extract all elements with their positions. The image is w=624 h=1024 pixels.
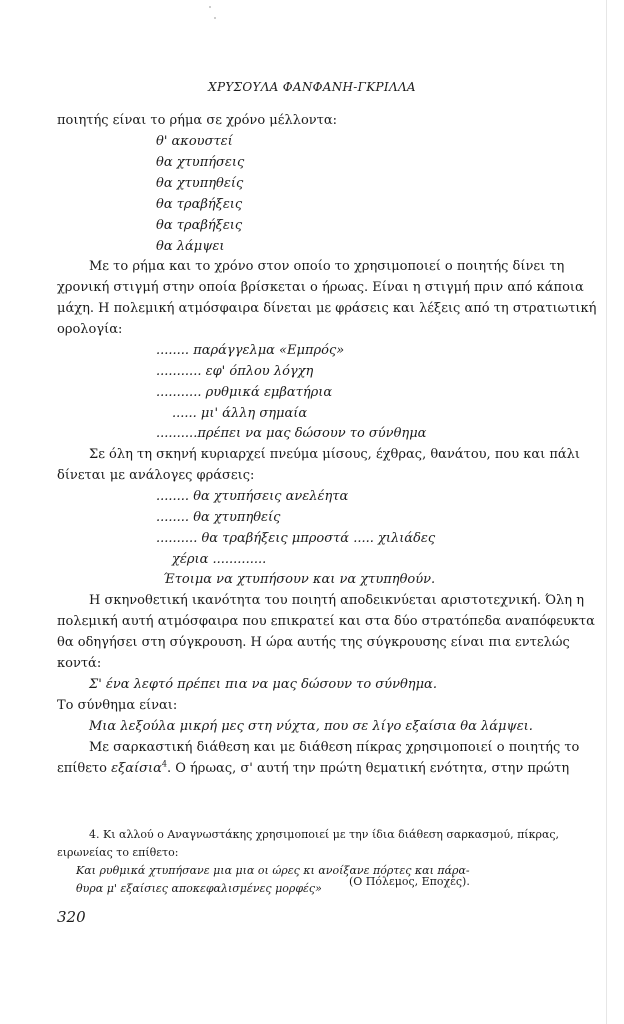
footnote-quote-line: Και ρυθμικά χτυπήσανε μια μια οι ώρες κι ανοίξανε πόρτες και πάρα- <box>76 864 470 877</box>
hate-item: Έτοιμα να χτυπήσουν και να χτυπηθούν. <box>163 572 436 587</box>
text-span: επίθετο <box>57 761 112 776</box>
footnote-quote-line: θυρα μ' εξαίσιες αποκεφαλισμένες μορφές» <box>76 882 322 895</box>
footnote-line: ειρωνείας το επίθετο: <box>57 846 179 859</box>
page-edge-line <box>606 0 607 1024</box>
verb-item: θα χτυπηθείς <box>156 176 244 191</box>
scan-speck <box>209 6 211 8</box>
verb-item: θ' ακουστεί <box>156 134 233 149</box>
text-span: . Ο ήρωας, σ' αυτή την πρώτη θεματική ενότητα, στην πρώτη <box>166 761 570 776</box>
paragraph-line: Με το ρήμα και το χρόνο στον οποίο το χρησιμοποιεί ο ποιητής δίνει τη <box>89 259 565 274</box>
emphasized-word: εξαίσια <box>111 761 162 776</box>
paragraph-line <box>57 760 569 778</box>
military-item: ...... μι' άλλη σημαία <box>172 406 308 421</box>
paragraph-line: ορολογία: <box>57 322 123 337</box>
paragraph-line: Το σύνθημα είναι: <box>57 698 178 713</box>
footnote-line: 4. Κι αλλού ο Αναγνωστάκης χρησιμοποιεί με την ίδια διάθεση σαρκασμού, πίκρας, <box>89 828 560 841</box>
military-item: ........... ρυθμικά εμβατήρια <box>156 385 333 400</box>
quote-line: Μια λεξούλα μικρή μες στη νύχτα, που σε λίγο εξαίσια θα λάμψει. <box>89 719 533 734</box>
verb-item: θα λάμψει <box>156 239 225 254</box>
verb-item: θα χτυπήσεις <box>156 155 245 170</box>
paragraph-line: χρονική στιγμή στην οποία βρίσκεται ο ήρωας. Είναι η στιγμή πριν από κάποια <box>57 280 584 295</box>
paragraph-line: μάχη. Η πολεμική ατμόσφαιρα δίνεται με φράσεις και λέξεις από τη στρατιωτική <box>57 301 597 316</box>
paragraph-line: Η σκηνοθετική ικανότητα του ποιητή αποδεικνύεται αριστοτεχνική. Όλη η <box>89 593 584 608</box>
military-item: ..........πρέπει να μας δώσουν το σύνθημα <box>156 426 427 441</box>
paragraph-line: πολεμική αυτή ατμόσφαιρα που επικρατεί και στα δύο στρατόπεδα αναπόφευκτα <box>57 614 595 629</box>
military-item: ........... εφ' όπλου λόγχη <box>156 364 314 379</box>
paragraph-line: δίνεται με ανάλογες φράσεις: <box>57 468 255 483</box>
hate-item: ........ θα χτυπήσεις ανελέητα <box>156 489 349 504</box>
hate-item: .......... θα τραβήξεις μπροστά ..... χιλιάδες <box>156 531 436 546</box>
paragraph-line: κοντά: <box>57 656 102 671</box>
paragraph-line: Με σαρκαστική διάθεση και με διάθεση πίκρας χρησιμοποιεί ο ποιητής το <box>89 740 580 755</box>
verb-item: θα τραβήξεις <box>156 197 243 212</box>
quote-line: Σ' ένα λεφτό πρέπει πια να μας δώσουν το σύνθημα. <box>89 677 437 692</box>
paragraph-line: θα οδηγήσει στη σύγκρουση. Η ώρα αυτής της σύγκρουσης είναι πια εντελώς <box>57 635 570 650</box>
scan-speck <box>214 17 216 19</box>
footnote-source: (Ο Πόλεμος, Εποχές). <box>349 875 470 888</box>
hate-item: χέρια ............. <box>172 552 267 567</box>
hate-item: ........ θα χτυπηθείς <box>156 510 281 525</box>
intro-line: ποιητής είναι το ρήμα σε χρόνο μέλλοντα: <box>57 113 338 128</box>
page-number: 320 <box>57 908 86 926</box>
footnote-marker: 4 <box>161 759 167 769</box>
verb-item: θα τραβήξεις <box>156 218 243 233</box>
military-item: ........ παράγγελμα «Εμπρός» <box>156 343 345 358</box>
running-header: ΧΡΥΣΟΥΛΑ ΦΑΝΦΑΝΗ-ΓΚΡΙΛΛΑ <box>208 80 416 94</box>
paragraph-line: Σε όλη τη σκηνή κυριαρχεί πνεύμα μίσους, έχθρας, θανάτου, που και πάλι <box>89 447 581 462</box>
